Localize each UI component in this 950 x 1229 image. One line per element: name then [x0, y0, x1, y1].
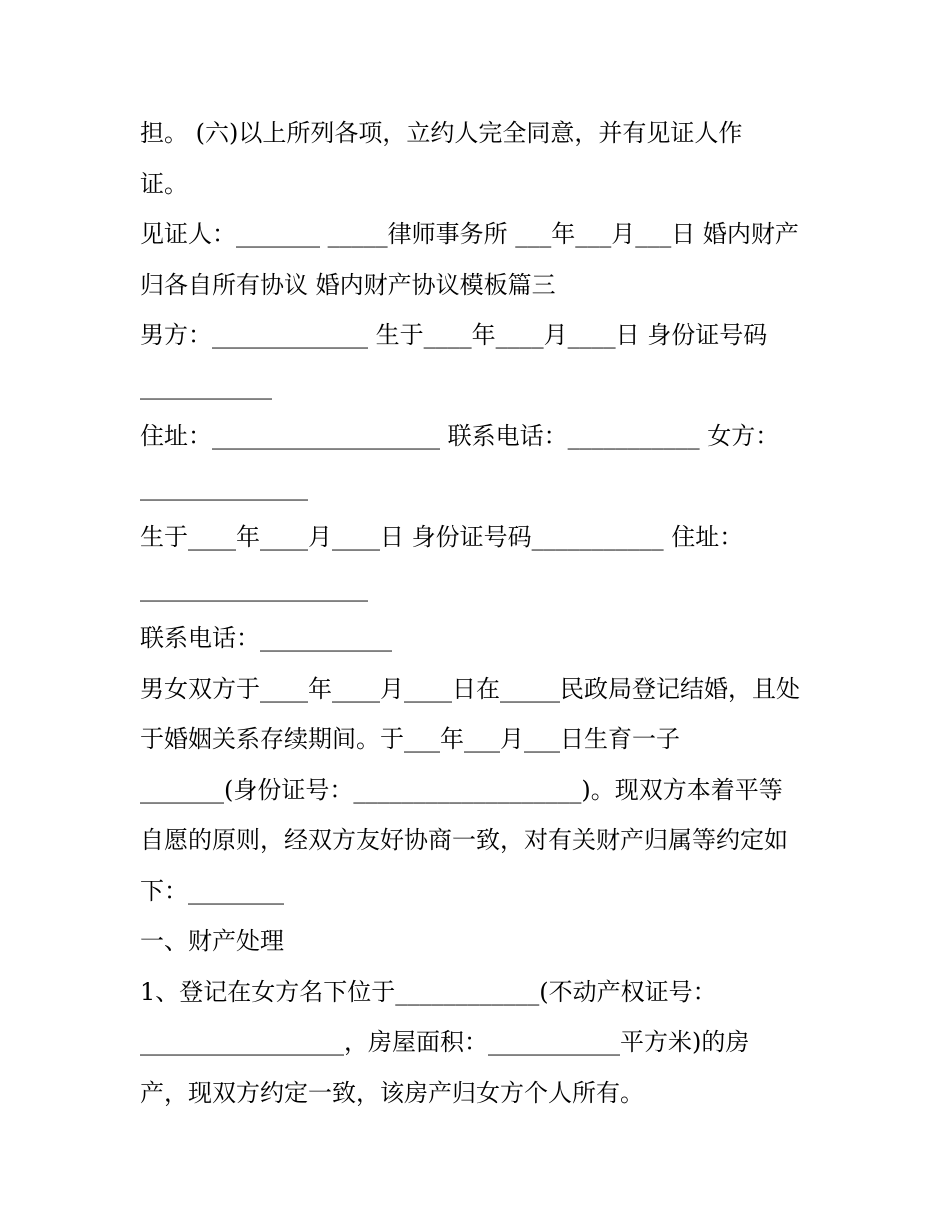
- text-line: 联系电话：___________: [140, 624, 392, 652]
- text-line: 产，现双方约定一致，该房产归女方个人所有。: [140, 1078, 644, 1107]
- text-line: 于婚姻关系存续期间。于___年___月___日生育一子: [140, 725, 680, 753]
- text-line: 自愿的原则，经双方友好协商一致，对有关财产归属等约定如: [140, 826, 788, 854]
- section-heading: 一、财产处理: [140, 927, 284, 955]
- text-line: 担。 (六)以上所列各项，立约人完全同意，并有见证人作: [140, 119, 743, 147]
- text-line: ___________: [140, 371, 272, 400]
- text-line: ______________: [140, 472, 308, 501]
- document-body: [140, 108, 820, 1118]
- text-line: 证。: [140, 169, 188, 198]
- text-line: _______(身份证号：___________________)。现双方本着平等: [140, 775, 783, 804]
- text-line: 男女双方于____年____月____日在_____民政局登记结婚，且处: [140, 674, 800, 703]
- text-line: 生于____年____月____日 身份证号码___________ 住址：: [140, 523, 744, 551]
- text-line: 1、登记在女方名下位于____________(不动产权证号：: [140, 977, 717, 1006]
- text-line: 见证人：_______ _____律师事务所 ___年___月___日 婚内财产: [140, 220, 799, 248]
- text-line: _________________，房屋面积：___________平方米)的房: [140, 1028, 750, 1056]
- text-line: 男方：_____________ 生于____年____月____日 身份证号码: [140, 321, 768, 349]
- text-line: 住址：___________________ 联系电话：___________ 女方：: [140, 422, 780, 450]
- text-line: 下：________: [140, 876, 284, 905]
- text-line: ___________________: [140, 573, 368, 602]
- text-line: 归各自所有协议 婚内财产协议模板篇三: [140, 270, 556, 299]
